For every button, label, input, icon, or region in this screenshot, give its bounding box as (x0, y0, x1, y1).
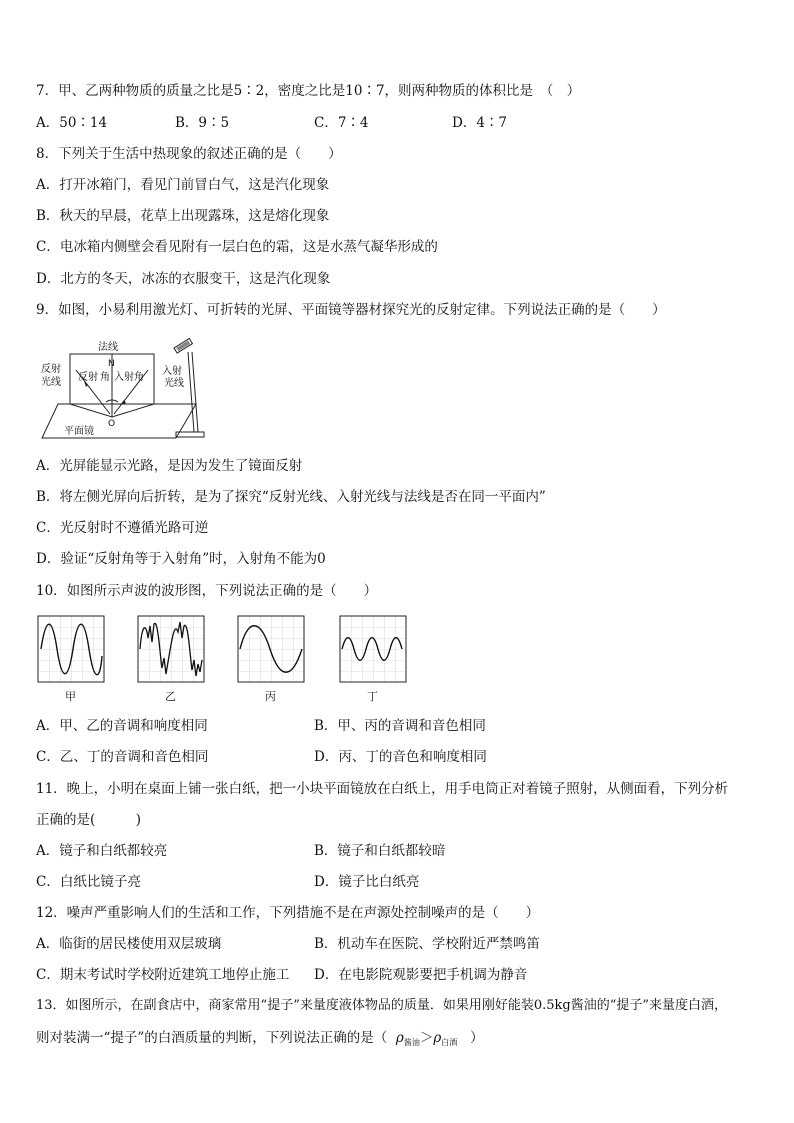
waveform-figure (36, 612, 416, 704)
wave-yi (138, 616, 204, 682)
rho-subscript-soy: 酱油 (403, 1038, 420, 1047)
q10-stem: 10．如图所示声波的波形图，下列说法正确的是（ ） (36, 583, 378, 599)
q9-stem: 9．如图，小易利用激光灯、可折转的光屏、平面镜等器材探究光的反射定律。下列说法正确的是（ ） (36, 302, 666, 318)
label-incident-ray-2: 光线 (164, 378, 184, 389)
q7-option-d: D．4∶7 (452, 115, 508, 131)
wave-bing (238, 616, 304, 682)
q8-option-c: C．电冰箱内侧壁会看见附有一层白色的霜，这是水蒸气凝华形成的 (36, 239, 438, 255)
q9-option-b: B．将左侧光屏向后折转，是为了探究“反射光线、入射光线与法线是否在同一平面内” (36, 489, 546, 505)
rho-symbol: ρ (395, 1030, 404, 1046)
q12-stem: 12．噪声严重影响人们的生活和工作，下列措施不是在声源处控制噪声的是（ ） (36, 905, 540, 921)
q11-option-c: C．白纸比镜子亮 (36, 874, 141, 890)
left-screen-shape (70, 354, 112, 417)
reflection-experiment-figure (36, 336, 211, 444)
q11-stem-line1: 11．晚上，小明在桌面上铺一张白纸，把一小块平面镜放在白纸上，用手电筒正对着镜子照射，从侧面看，下列分析 (36, 781, 729, 797)
label-o: O (108, 419, 116, 429)
rho-symbol-2: ρ (433, 1030, 442, 1046)
q11-option-b: B．镜子和白纸都较暗 (314, 843, 446, 859)
label-incidence-angle: 入射角 (114, 372, 144, 383)
q7-option-a: A．50∶14 (36, 115, 108, 131)
rho-subscript-liquor: 白酒 (441, 1038, 458, 1047)
q9-option-a: A．光屏能显示光路，是因为发生了镜面反射 (36, 458, 303, 474)
wave-label-jia: 甲 (65, 690, 76, 703)
q8-option-a: A．打开冰箱门，看见门前冒白气，这是汽化现象 (36, 177, 330, 193)
q12-option-c: C．期末考试时学校附近建筑工地停止施工 (36, 967, 290, 983)
q10-option-a: A．甲、乙的音调和响度相同 (36, 718, 208, 734)
q9-option-c: C．光反射时不遵循光路可逆 (36, 520, 209, 536)
q10-option-b: B．甲、丙的音调和音色相同 (314, 718, 486, 734)
label-reflection-angle-2: 角 (100, 372, 110, 383)
q8-option-d: D．北方的冬天，冰冻的衣服变干，这是汽化现象 (36, 271, 331, 287)
q13-stem-text: 则对装满一“提子”的白酒质量的判断，下列说法正确的是（ (36, 1030, 388, 1046)
q11-option-d: D．镜子比白纸亮 (314, 874, 420, 890)
q12-option-d: D．在电影院观影要把手机调为静音 (314, 967, 528, 983)
label-reflected-ray-1: 反射 (41, 364, 61, 375)
label-normal: 法线 (98, 342, 118, 353)
wave-label-bing: 丙 (265, 690, 276, 703)
q9-option-d: D．验证“反射角等于入射角”时，入射角不能为0 (36, 551, 326, 567)
q12-option-a: A．临街的居民楼使用双层玻璃 (36, 936, 222, 952)
q8-stem: 8．下列关于生活中热现象的叙述正确的是（ ） (36, 146, 342, 162)
wave-ding (340, 616, 406, 682)
label-reflection-angle-1: 反射 (78, 372, 98, 383)
wave-jia (38, 616, 104, 682)
q12-option-b: B．机动车在医院、学校附近严禁鸣笛 (314, 936, 540, 952)
q7-option-b: B．9∶5 (175, 115, 230, 131)
q13-stem-line2 (36, 1029, 484, 1052)
label-mirror: 平面镜 (64, 426, 94, 437)
laser-pen-icon (174, 338, 192, 353)
close-paren: ） (470, 1030, 484, 1046)
q11-option-a: A．镜子和白纸都较亮 (36, 843, 168, 859)
label-reflected-ray-2: 光线 (41, 377, 61, 388)
q13-stem-line1: 13．如图所示，在副食店中，商家常用“提子”来量度液体物品的质量．如果用刚好能装0.5kg酱油的“提子”来量度白酒， (36, 998, 728, 1013)
label-n: N (108, 359, 115, 369)
q7-option-c: C．7∶4 (314, 115, 369, 131)
q11-stem-line2: 正确的是( ) (36, 812, 142, 828)
greater-than: ＞ (419, 1030, 434, 1046)
q10-option-d: D．丙、丁的音色和响度相同 (314, 749, 487, 765)
q7-stem: 7．甲、乙两种物质的质量之比是5∶2，密度之比是10∶7，则两种物质的体积比是 （ ） (36, 83, 581, 99)
wave-label-ding: 丁 (367, 690, 378, 703)
right-screen-shape (112, 354, 154, 417)
wave-label-yi: 乙 (165, 690, 176, 703)
q8-option-b: B．秋天的早晨，花草上出现露珠，这是熔化现象 (36, 208, 330, 224)
q10-option-c: C．乙、丁的音调和音色相同 (36, 749, 209, 765)
label-incident-ray-1: 入射 (162, 366, 182, 377)
